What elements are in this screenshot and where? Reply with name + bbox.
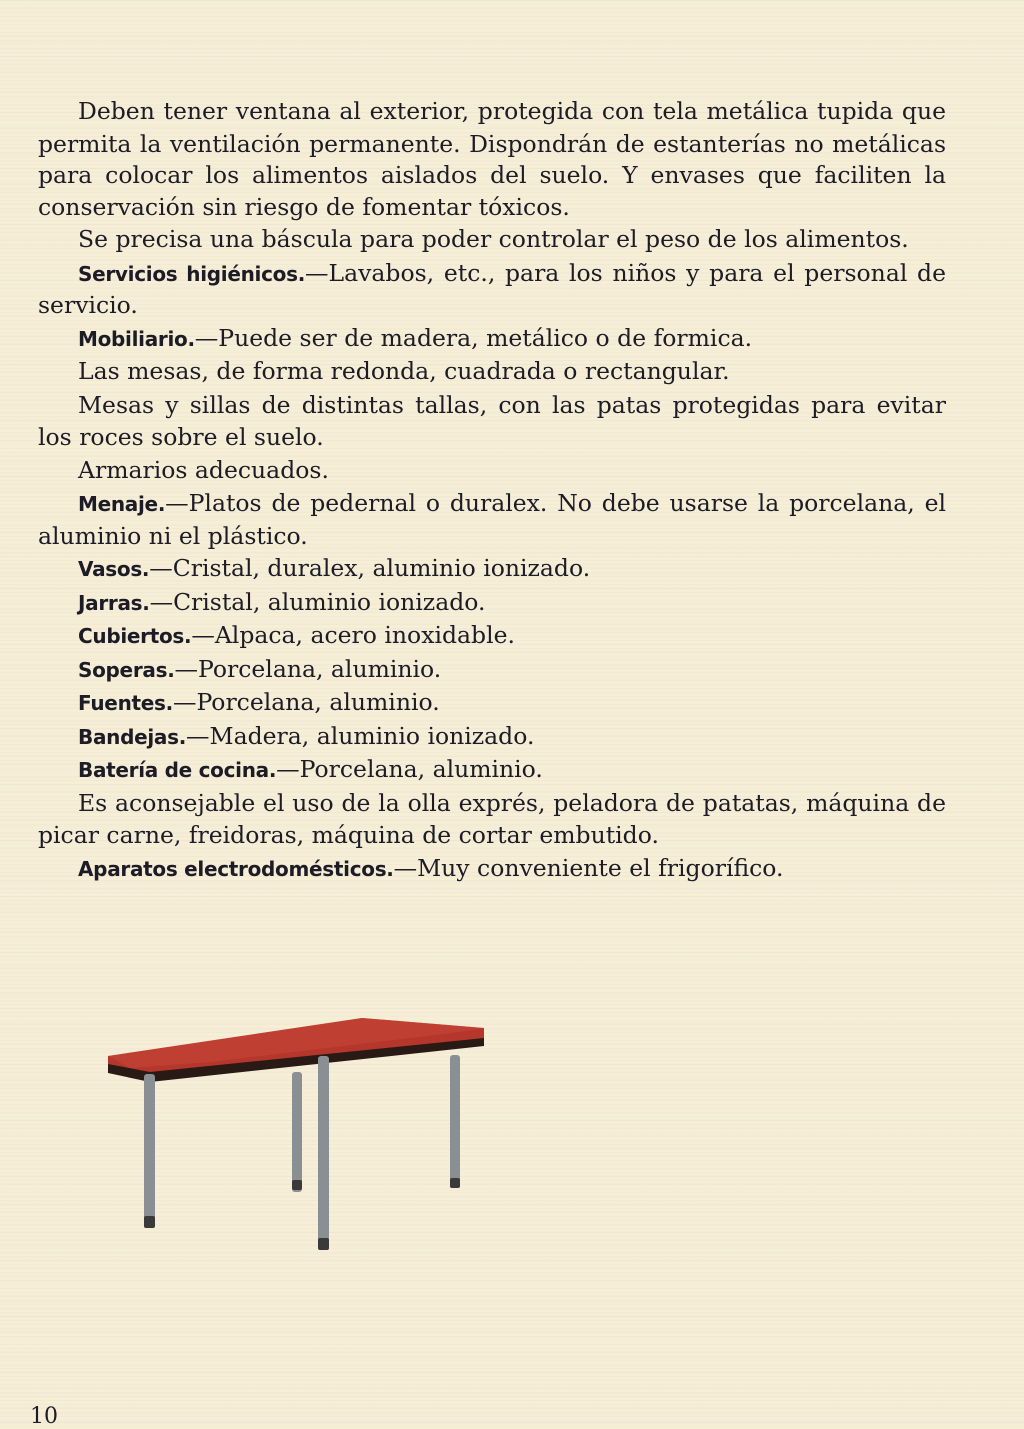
paragraph-fuentes <box>38 687 946 720</box>
paragraph-text: —Porcelana, aluminio. <box>276 755 543 783</box>
paragraph-olla-expres <box>38 788 946 852</box>
body-text <box>38 96 946 886</box>
paragraph-text: Las mesas, de forma redonda, cuadrada o rectangular. <box>78 357 730 385</box>
table-foot-back-left <box>292 1180 302 1190</box>
paragraph-lead: Bandejas. <box>78 724 187 749</box>
paragraph-lead: Jarras. <box>78 590 150 615</box>
paragraph-lead: Cubiertos. <box>78 624 192 648</box>
paragraph-lead: Soperas. <box>78 657 175 682</box>
paragraph-lead: Mobiliario. <box>78 326 195 351</box>
paragraph-bateria-cocina <box>38 754 946 787</box>
paragraph-text: Armarios adecuados. <box>78 455 329 484</box>
paragraph-cubiertos <box>38 620 946 653</box>
table-foot-front-right <box>318 1238 329 1250</box>
paragraph-text: Es aconsejable el uso de la olla exprés, peladora de patatas, máquina de picar carne, freidoras, máquina de cortar embutido. <box>38 788 946 849</box>
table-foot-front-left <box>144 1216 155 1228</box>
paragraph-ventana <box>38 96 946 223</box>
table-leg-front-right <box>318 1056 329 1246</box>
paragraph-text: Deben tener ventana al exterior, protegida con tela metálica tupida que permita la ventilación permanente. Dispondrán de estanterías no metálicas para colocar los alimentos aislados del suelo. Y envases que faciliten la conservación sin riesgo de fomentar tóxicos. <box>38 97 946 221</box>
paragraph-lead: Batería de cocina. <box>78 758 277 782</box>
table-leg-back-right <box>450 1055 460 1185</box>
paragraph-electrodomesticos <box>38 853 946 886</box>
paragraph-mobiliario <box>38 323 946 356</box>
paragraph-menaje <box>38 488 946 552</box>
paragraph-lead: Servicios higiénicos. <box>78 261 306 286</box>
paragraph-text: —Platos de pedernal o duralex. No debe usarse la porcelana, el aluminio ni el plástico. <box>38 489 946 550</box>
paragraph-text: —Puede ser de madera, metálico o de formica. <box>194 323 753 352</box>
paragraph-lead: Vasos. <box>78 557 150 581</box>
paragraph-bascula <box>38 224 946 257</box>
paragraph-text: —Porcelana, aluminio. <box>172 688 440 716</box>
table-foot-back-right <box>450 1178 460 1188</box>
paragraph-mesas-forma <box>38 356 946 389</box>
table-illustration <box>100 1010 500 1260</box>
paragraph-vasos <box>38 553 946 586</box>
paragraph-jarras <box>38 587 946 620</box>
paragraph-mesas-sillas <box>38 390 946 454</box>
paragraph-text: —Cristal, aluminio ionizado. <box>149 587 486 616</box>
paragraph-text: —Lavabos, etc., para los niños y para el personal de servicio. <box>38 258 947 319</box>
paragraph-text: Mesas y sillas de distintas tallas, con las patas protegidas para evitar los roces sobre el suelo. <box>38 390 946 451</box>
paragraph-armarios <box>38 455 946 488</box>
table-leg-back-left <box>292 1072 302 1192</box>
paragraph-lead: Menaje. <box>78 492 166 516</box>
page-number: 10 <box>30 1404 58 1429</box>
paragraph-bandejas <box>38 721 946 754</box>
paragraph-text: —Porcelana, aluminio. <box>174 654 442 683</box>
paragraph-servicios-higienicos <box>38 258 946 322</box>
paragraph-text: —Cristal, duralex, aluminio ionizado. <box>149 554 591 582</box>
paragraph-text: —Madera, aluminio ionizado. <box>186 721 535 750</box>
paragraph-lead: Aparatos electrodomésticos. <box>78 856 394 881</box>
paragraph-text: —Alpaca, acero inoxidable. <box>191 621 515 649</box>
paragraph-text: Se precisa una báscula para poder controlar el peso de los alimentos. <box>78 225 909 253</box>
paragraph-text: —Muy conveniente el frigorífico. <box>393 853 784 882</box>
table-leg-front-left <box>144 1074 155 1226</box>
paragraph-lead: Fuentes. <box>78 691 173 715</box>
paragraph-soperas <box>38 654 946 687</box>
